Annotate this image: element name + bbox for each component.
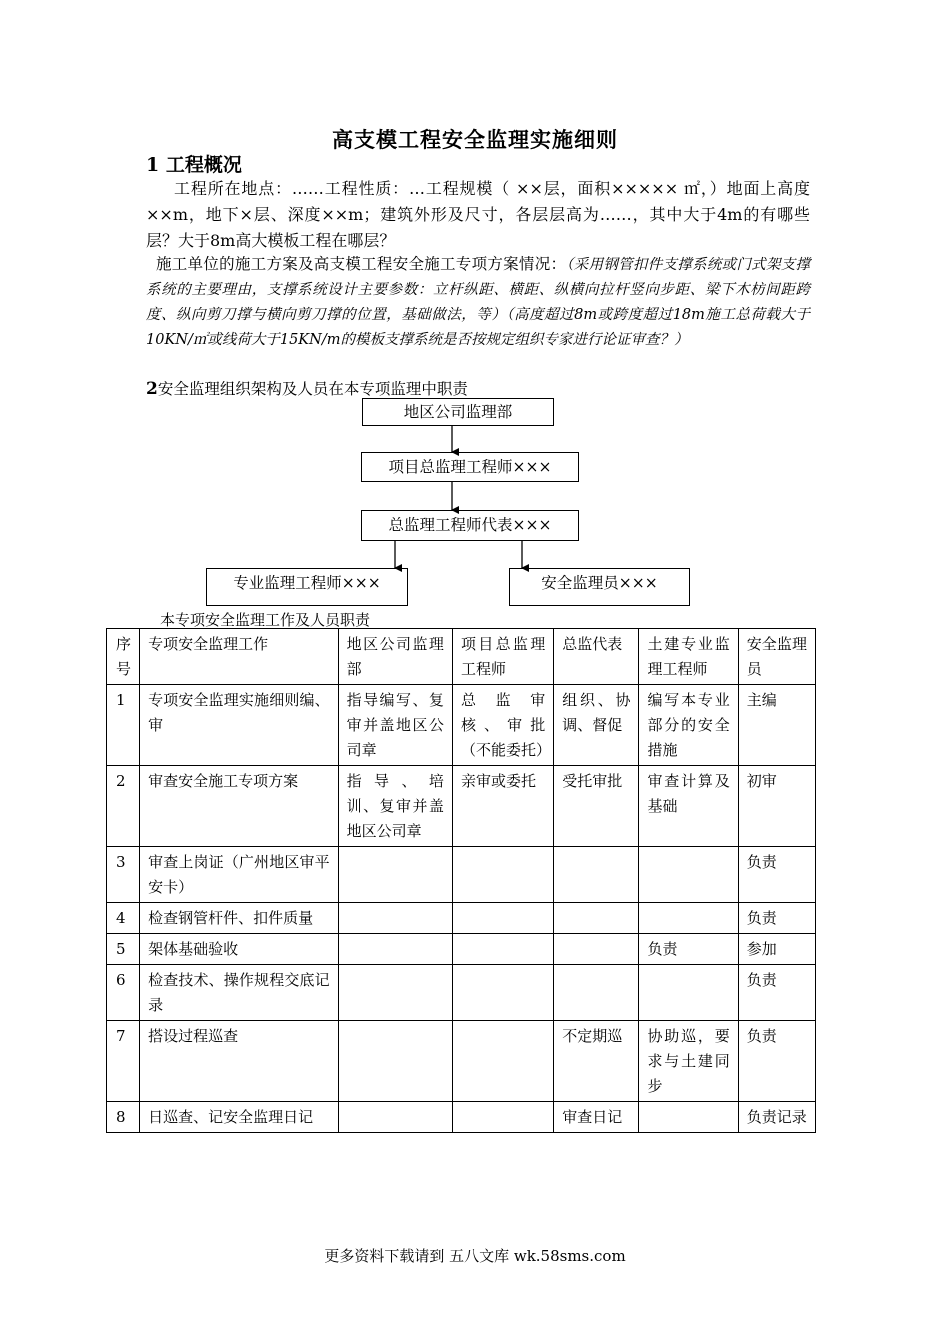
table-cell: 指 导 、 培训、复审并盖地区公司章 <box>338 766 452 847</box>
org-box-chief-engineer: 项目总监理工程师××× <box>361 452 579 482</box>
table-cell: 协助巡，要求与土建同步 <box>639 1021 738 1102</box>
table-cell: 负责 <box>738 847 815 903</box>
table-cell: 4 <box>107 903 140 934</box>
table-cell: 检查技术、操作规程交底记录 <box>140 965 339 1021</box>
table-row <box>107 1102 816 1133</box>
table-cell: 搭设过程巡查 <box>140 1021 339 1102</box>
table-cell <box>338 903 452 934</box>
table-cell: 初审 <box>738 766 815 847</box>
org-box-regional-dept: 地区公司监理部 <box>362 398 554 426</box>
table-cell <box>452 965 553 1021</box>
table-cell: 8 <box>107 1102 140 1133</box>
table-cell: 2 <box>107 766 140 847</box>
org-box-chief-representative: 总监理工程师代表××× <box>361 510 579 541</box>
table-cell: 主编 <box>738 685 815 766</box>
table-cell: 检查钢管杆件、扣件质量 <box>140 903 339 934</box>
table-cell <box>452 1102 553 1133</box>
org-box-safety-supervisor: 安全监理员××× <box>509 568 690 606</box>
table-cell: 3 <box>107 847 140 903</box>
table-row <box>107 903 816 934</box>
table-cell: 编写本专业部分的安全措施 <box>639 685 738 766</box>
table-cell <box>639 847 738 903</box>
table-cell: 架体基础验收 <box>140 934 339 965</box>
table-cell <box>554 965 639 1021</box>
header-cell: 安全监理员 <box>738 629 815 685</box>
table-cell: 1 <box>107 685 140 766</box>
document-title: 高支模工程安全监理实施细则 <box>332 127 618 152</box>
table-row <box>107 685 816 766</box>
table-cell <box>338 847 452 903</box>
table-cell <box>452 903 553 934</box>
table-cell: 7 <box>107 1021 140 1102</box>
table-cell: 总 监 审核、审批（不能委托） <box>452 685 553 766</box>
section-2-title: 安全监理组织架构及人员在本专项监理中职责 <box>157 380 468 398</box>
org-box-specialist-engineer: 专业监理工程师××× <box>206 568 408 606</box>
header-cell: 专项安全监理工作 <box>140 629 339 685</box>
table-cell <box>639 1102 738 1133</box>
header-cell: 序号 <box>107 629 140 685</box>
table-cell <box>338 1021 452 1102</box>
table-cell: 负责记录 <box>738 1102 815 1133</box>
table-header-row <box>107 629 816 685</box>
table-row <box>107 847 816 903</box>
table-cell: 负责 <box>738 903 815 934</box>
table-cell <box>452 847 553 903</box>
table-cell: 6 <box>107 965 140 1021</box>
table-cell: 不定期巡 <box>554 1021 639 1102</box>
construction-plan-detail: （采用钢管扣件支撑系统或门式架支撑系统的主要理由，支撑系统设计主要参数：立杆纵距、横距、纵横向拉杆竖向步距、梁下木枋间距跨度、纵向剪刀撑与横向剪刀撑的位置，基础做法，等）（高度超过8m或跨度超过18m施工总荷载大于10KN/㎡或线荷大于15KN/m的模板支撑系统是否按规定组织专家进行论证审查？） <box>146 257 810 348</box>
header-cell: 项目总监理工程师 <box>452 629 553 685</box>
table-cell: 专项安全监理实施细则编、审 <box>140 685 339 766</box>
header-cell: 总监代表 <box>554 629 639 685</box>
section-1-heading: 1 工程概况 <box>146 154 242 176</box>
table-cell: 审查安全施工专项方案 <box>140 766 339 847</box>
table-cell: 组织、协调、督促 <box>554 685 639 766</box>
table-cell <box>639 903 738 934</box>
table-cell: 审查计算及基础 <box>639 766 738 847</box>
table-cell: 5 <box>107 934 140 965</box>
table-cell: 负责 <box>639 934 738 965</box>
table-cell <box>452 1021 553 1102</box>
table-cell: 参加 <box>738 934 815 965</box>
table-cell: 受托审批 <box>554 766 639 847</box>
table-row <box>107 934 816 965</box>
table-cell <box>452 934 553 965</box>
construction-plan-lead: 施工单位的施工方案及高支模工程安全施工专项方案情况： <box>156 255 567 273</box>
header-cell: 地区公司监理部 <box>338 629 452 685</box>
table-cell <box>554 847 639 903</box>
table-cell <box>554 934 639 965</box>
table-row <box>107 1021 816 1102</box>
table-cell: 审查上岗证（广州地区审平安卡） <box>140 847 339 903</box>
table-cell <box>554 903 639 934</box>
duty-table <box>106 628 816 1133</box>
table-row <box>107 965 816 1021</box>
table-cell: 亲审或委托 <box>452 766 553 847</box>
project-overview-paragraph: 工程所在地点：……工程性质：…工程规模（ ××层，面积××××× ㎡，）地面上高度××m，地下×层、深度××m；建筑外形及尺寸，各层层高为……，其中大于4m的有哪些层？大于8m高大模板工程在哪层？ <box>146 179 810 250</box>
table-cell <box>338 1102 452 1133</box>
table-caption: 本专项安全监理工作及人员职责 <box>160 611 371 629</box>
header-cell: 土建专业监理工程师 <box>639 629 738 685</box>
table-cell: 指导编写、复审并盖地区公司章 <box>338 685 452 766</box>
footer-note: 更多资料下载请到 五八文库 wk.58sms.com <box>324 1247 626 1265</box>
table-cell: 审查日记 <box>554 1102 639 1133</box>
table-cell <box>338 934 452 965</box>
table-row <box>107 766 816 847</box>
section-2-number: 2 <box>146 379 158 399</box>
table-cell: 日巡查、记安全监理日记 <box>140 1102 339 1133</box>
table-cell <box>338 965 452 1021</box>
table-cell: 负责 <box>738 1021 815 1102</box>
table-cell: 负责 <box>738 965 815 1021</box>
table-cell <box>639 965 738 1021</box>
